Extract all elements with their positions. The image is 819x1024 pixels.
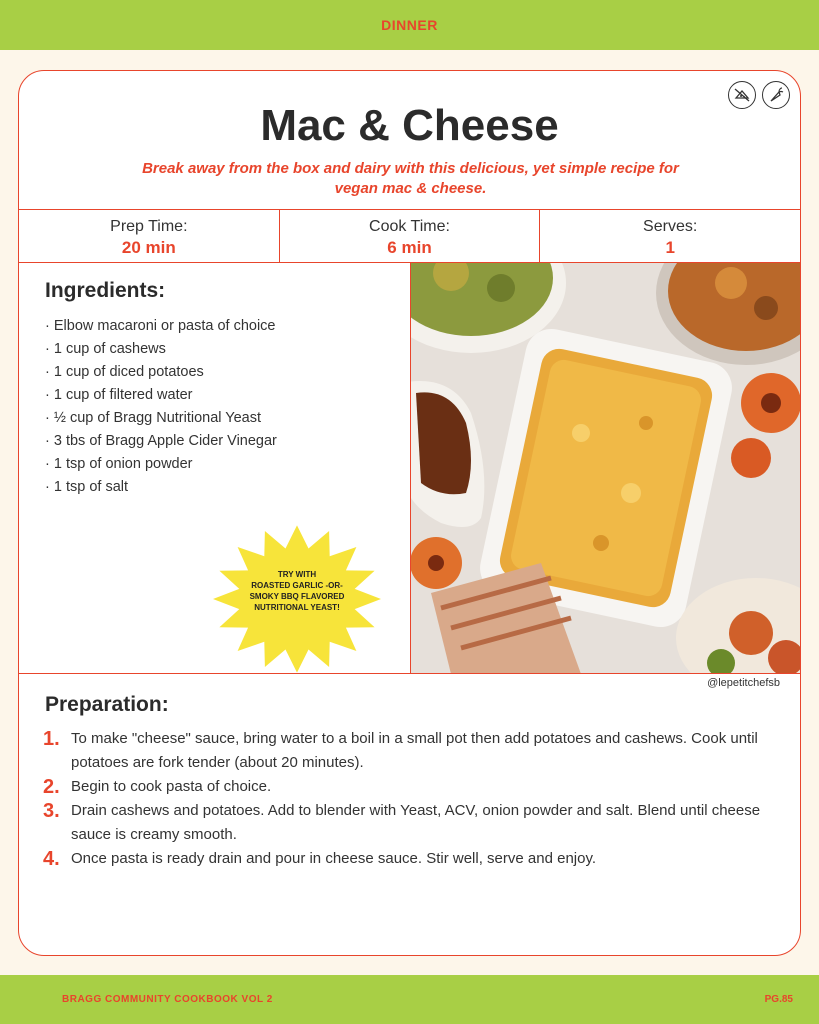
recipe-card [18, 70, 801, 956]
list-item: · 1 cup of filtered water [45, 384, 277, 407]
cook-time-cell [280, 210, 541, 262]
list-item: · 3 tbs of Bragg Apple Cider Vinegar [45, 430, 277, 453]
tip-text [247, 569, 347, 613]
cook-time-value: 6 min [387, 238, 432, 257]
cook-time-label: Cook Time: [369, 218, 450, 235]
list-item [43, 847, 788, 871]
category-label: DINNER [381, 17, 438, 33]
recipe-subtitle: Break away from the box and dairy with this delicious, yet simple recipe for vegan mac & cheese. [142, 160, 679, 197]
preparation-heading: Preparation: [45, 693, 169, 716]
list-item [43, 799, 788, 847]
footer-bar [0, 975, 819, 1024]
step-number: 4. [43, 848, 60, 870]
serves-cell [540, 210, 800, 262]
list-item: · 1 cup of cashews [45, 338, 277, 361]
tip-line: NUTRITIONAL YEAST! [254, 603, 340, 612]
ingredients-section [19, 263, 410, 674]
tip-line: ROASTED GARLIC -OR- [251, 581, 343, 590]
list-item [43, 775, 788, 799]
recipe-photo [410, 263, 801, 674]
step-text: Begin to cook pasta of choice. [71, 778, 272, 795]
tip-line: TRY WITH [277, 570, 317, 579]
step-text: Drain cashews and potatoes. Add to blender with Yeast, ACV, onion powder and salt. Blend until cheese sauce is creamy smooth. [71, 802, 761, 843]
list-item: · 1 tsp of salt [45, 476, 277, 499]
prep-time-label: Prep Time: [110, 218, 188, 235]
preparation-steps [43, 727, 788, 871]
tip-starburst [207, 521, 387, 677]
list-item: · Elbow macaroni or pasta of choice [45, 315, 277, 338]
step-number: 2. [43, 776, 60, 798]
step-text: Once pasta is ready drain and pour in cheese sauce. Stir well, serve and enjoy. [71, 850, 597, 867]
list-item [43, 727, 788, 775]
ingredients-list [45, 315, 277, 499]
ingredients-heading: Ingredients: [45, 279, 166, 302]
times-row [19, 209, 800, 263]
serves-label: Serves: [643, 218, 698, 235]
recipe-title: Mac & Cheese [260, 101, 559, 150]
list-item: · ½ cup of Bragg Nutritional Yeast [45, 407, 277, 430]
serves-value: 1 [665, 238, 675, 257]
list-item: · 1 cup of diced potatoes [45, 361, 277, 384]
step-number: 1. [43, 728, 60, 750]
list-item: · 1 tsp of onion powder [45, 453, 277, 476]
photo-credit: @lepetitchefsb [707, 677, 780, 689]
page-number: PG.85 [764, 994, 793, 1005]
prep-time-value: 20 min [121, 238, 176, 257]
step-text: To make "cheese" sauce, bring water to a boil in a small pot then add potatoes and cashews. Cook until potatoes are fork tender (about 20 minutes). [71, 730, 758, 771]
top-category-bar [0, 0, 819, 50]
tip-line: SMOKY BBQ FLAVORED [249, 592, 345, 601]
cookbook-title: BRAGG COMMUNITY COOKBOOK VOL 2 [62, 994, 273, 1005]
prep-time-cell [19, 210, 280, 262]
step-number: 3. [43, 800, 60, 822]
